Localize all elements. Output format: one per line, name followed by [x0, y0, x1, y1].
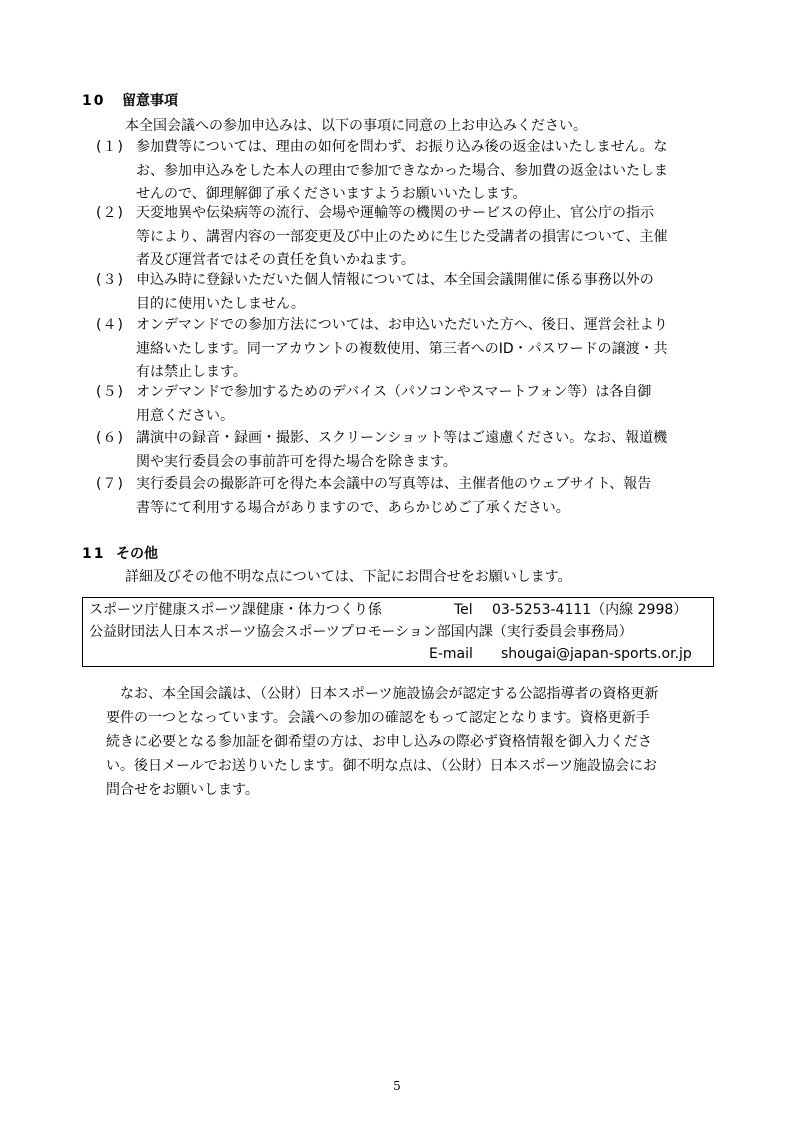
notice-item-3: [96, 269, 721, 316]
notice-item-line: 有は禁止します。: [136, 364, 247, 380]
note-line: 要件の一つとなっています。会議への参加の確認をもって認定となります。資格更新手: [106, 710, 650, 726]
section-11-title: その他: [116, 546, 158, 562]
notice-item-line: 天変地異や伝染病等の流行、会場や運輸等の機関のサービスの停止、官公庁の指示: [136, 205, 654, 221]
contact-org-1: スポーツ庁健康スポーツ課健康・体力つくり係: [89, 602, 382, 618]
section-10-intro: 本全国会議への参加申込みは、以下の事項に同意の上お申込みください。: [125, 118, 587, 134]
contact-box: [82, 597, 714, 667]
contact-org-2: 公益財団法人日本スポーツ協会スポーツプロモーション部国内課（実行委員会事務局）: [89, 624, 633, 640]
page-number: 5: [393, 1079, 401, 1093]
contact-email-label: E-mail: [429, 646, 473, 662]
notice-item-line: 申込み時に登録いただいた個人情報については、本全国会議開催に係る事務以外の: [136, 272, 654, 288]
notice-item-2: [96, 202, 721, 273]
notice-item-4: [96, 314, 721, 385]
note-line: い。後日メールでお送りいたします。御不明な点は、（公財）日本スポーツ施設協会にお: [106, 758, 658, 774]
notice-item-5: [96, 381, 721, 428]
notice-item-line: 参加費等については、理由の如何を問わず、お振り込み後の返金はいたしません。な: [136, 139, 668, 155]
notice-item-line: 目的に使用いたしません。: [136, 295, 305, 312]
section-10-title: 留意事項: [122, 93, 178, 109]
notice-item-marker: (１): [96, 139, 124, 155]
note-line: 続きに必要となる参加証を御希望の方は、お申し込みの際必ず資格情報を御入力くださ: [106, 734, 652, 750]
note-line: なお、本全国会議は、（公財）日本スポーツ施設協会が認定する公認指導者の資格更新: [120, 686, 659, 702]
section-11-number: 11: [82, 546, 106, 562]
notice-item-marker: (２): [96, 205, 124, 221]
notice-item-line: お、参加申込みをした本人の理由で参加できなかった場合、参加費の返金はいたしま: [136, 162, 668, 179]
section-11-intro: 詳細及びその他不明な点については、下記にお問合せをお願いします。: [125, 569, 572, 585]
notice-item-marker: (７): [96, 476, 124, 492]
notice-item-line: オンデマンドで参加するためのデバイス（パソコンやスマートフォン等）は各自御: [136, 384, 652, 400]
notice-item-line: 書等にて利用する場合がありますので、あらかじめご了承ください。: [136, 499, 570, 516]
contact-tel-value: 03-5253-4111（内線 2998）: [492, 602, 688, 618]
notice-item-line: 連絡いたします。同一アカウントの複数使用、第三者へのID・パスワードの譲渡・共: [136, 340, 668, 357]
notice-item-6: [96, 427, 721, 474]
notice-item-line: 用意ください。: [136, 407, 234, 424]
section-10-number: 10: [82, 93, 106, 109]
notice-item-marker: (４): [96, 317, 124, 333]
notice-item-marker: (５): [96, 384, 124, 400]
notice-item-line: 者及び運営者ではその責任を負いかねます。: [136, 252, 415, 268]
contact-tel-label: Tel: [454, 602, 473, 618]
section-10-heading: [82, 91, 178, 111]
notice-item-1: [96, 136, 721, 207]
section-11-heading: [82, 544, 158, 564]
notice-item-marker: (６): [96, 430, 124, 446]
notice-item-line: 等により、講習内容の一部変更及び中止のために生じた受講者の損害について、主催: [136, 228, 668, 245]
notice-item-line: 講演中の録音・録画・撮影、スクリーンショット等はご遠慮ください。なお、報道機: [136, 430, 668, 446]
notice-item-line: 実行委員会の撮影許可を得た本会議中の写真等は、主催者他のウェブサイト、報告: [136, 476, 652, 492]
note-line: 問合せをお願いします。: [106, 782, 259, 798]
notice-item-marker: (３): [96, 272, 124, 288]
notice-item-line: 関や実行委員会の事前許可を得た場合を除きます。: [136, 453, 457, 470]
notice-item-7: [96, 473, 721, 520]
contact-email-link[interactable]: shougai@japan-sports.or.jp: [501, 646, 692, 662]
notice-item-line: せんので、御理解御了承くださいますようお願いいたします。: [136, 186, 527, 202]
notice-item-line: オンデマンドでの参加方法については、お申込いただいた方へ、後日、運営会社より: [136, 317, 668, 333]
certification-note: [96, 682, 726, 802]
